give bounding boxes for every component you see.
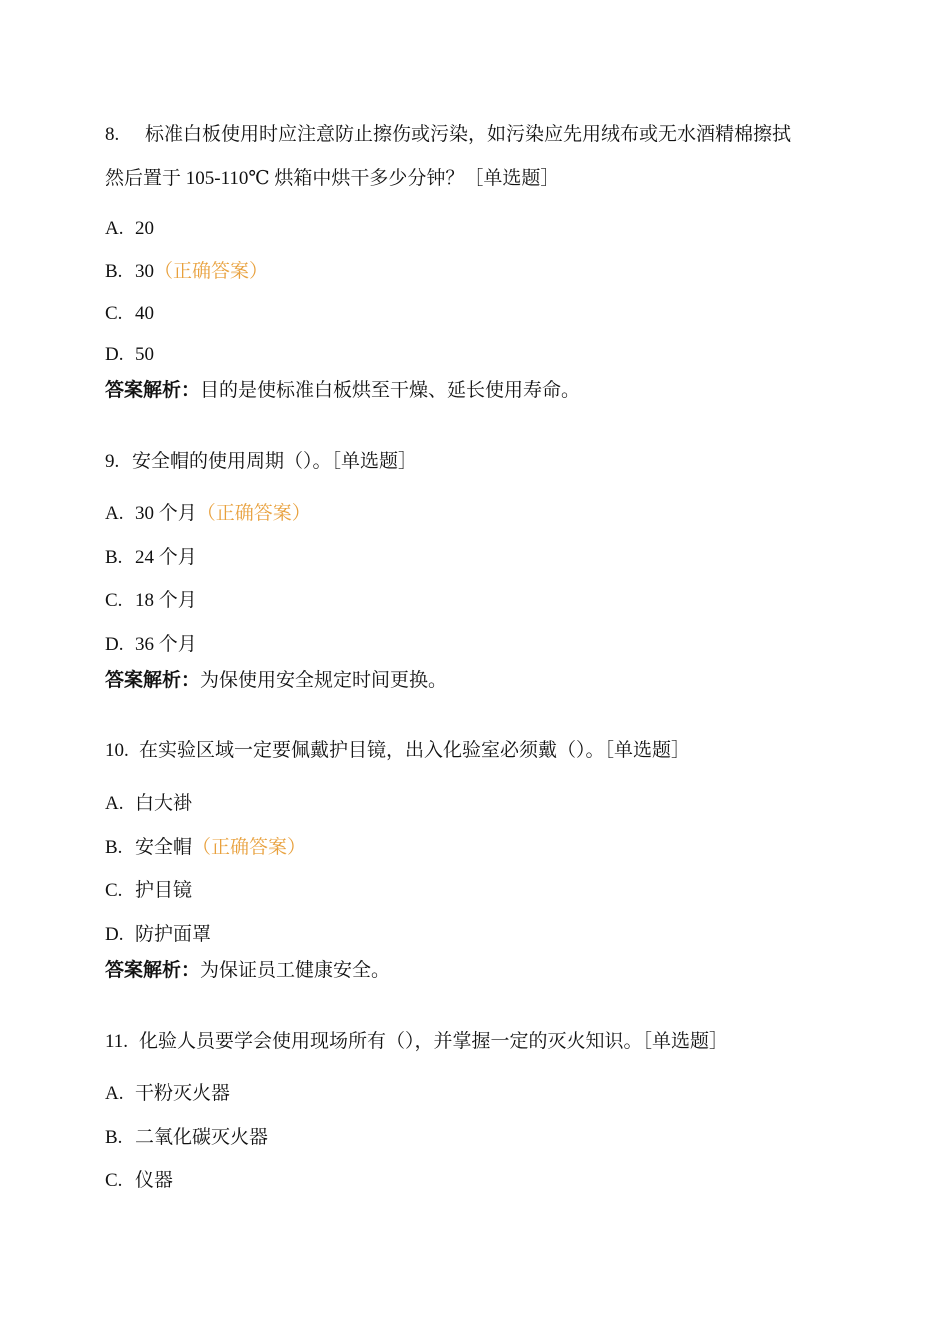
explanation-label: 答案解析： <box>105 380 201 401</box>
option-c <box>105 1168 173 1194</box>
question-text: 化验人员要学会使用现场所有（），并掌握一定的灭火知识。［单选题］ <box>139 1031 729 1052</box>
option-a <box>105 501 311 527</box>
option-d <box>105 632 197 658</box>
option-text: 24 个月 <box>135 547 197 568</box>
option-letter: A. <box>105 218 124 239</box>
answer-explanation <box>105 378 580 404</box>
option-b <box>105 259 268 285</box>
explanation-label: 答案解析： <box>105 960 201 981</box>
option-c <box>105 878 192 904</box>
question-9-text <box>105 449 417 475</box>
option-text: 白大褂 <box>135 793 193 814</box>
correct-answer-mark: （正确答案） <box>192 837 307 858</box>
option-text: 仪器 <box>135 1170 174 1191</box>
explanation-label: 答案解析： <box>105 670 201 691</box>
question-text: 然后置于 105-110℃ 烘箱中烘干多少分钟？［单选题］ <box>105 168 560 189</box>
option-text: 护目镜 <box>135 880 193 901</box>
question-text: 在实验区域一定要佩戴护目镜，出入化验室必须戴（）。［单选题］ <box>139 740 691 761</box>
option-text: 干粉灭火器 <box>135 1083 231 1104</box>
option-letter: D. <box>105 344 124 365</box>
question-number: 9. <box>105 451 120 472</box>
option-letter: C. <box>105 1170 123 1191</box>
option-text: 30 <box>135 261 154 282</box>
option-letter: D. <box>105 634 124 655</box>
option-c <box>105 588 197 614</box>
option-c <box>105 301 154 327</box>
explanation-text: 为保使用安全规定时间更换。 <box>200 670 448 691</box>
option-text: 18 个月 <box>135 590 197 611</box>
option-d <box>105 922 211 948</box>
question-8-text-line1 <box>105 122 791 148</box>
answer-explanation <box>105 958 390 984</box>
option-letter: C. <box>105 880 123 901</box>
option-letter: B. <box>105 837 123 858</box>
option-b <box>105 835 306 861</box>
option-letter: C. <box>105 590 123 611</box>
option-text: 36 个月 <box>135 634 197 655</box>
explanation-text: 为保证员工健康安全。 <box>200 960 391 981</box>
option-letter: D. <box>105 924 124 945</box>
option-a <box>105 1081 230 1107</box>
option-letter: B. <box>105 1127 123 1148</box>
question-text: 标准白板使用时应注意防止擦伤或污染，如污染应先用绒布或无水酒精棉擦拭 <box>145 124 792 145</box>
question-number: 11. <box>105 1031 129 1052</box>
option-letter: B. <box>105 547 123 568</box>
option-a <box>105 791 192 817</box>
answer-explanation <box>105 668 447 694</box>
question-text: 安全帽的使用周期（）。［单选题］ <box>132 451 418 472</box>
option-letter: A. <box>105 503 124 524</box>
option-letter: A. <box>105 1083 124 1104</box>
question-11-text <box>105 1029 728 1055</box>
option-d <box>105 342 154 368</box>
option-text: 防护面罩 <box>135 924 212 945</box>
option-text: 40 <box>135 303 154 324</box>
option-letter: B. <box>105 261 123 282</box>
option-letter: A. <box>105 793 124 814</box>
option-text: 50 <box>135 344 154 365</box>
question-10-text <box>105 738 690 764</box>
option-text: 30 个月 <box>135 503 197 524</box>
question-number: 8. <box>105 124 120 145</box>
question-number: 10. <box>105 740 129 761</box>
option-text: 安全帽 <box>135 837 193 858</box>
option-text: 20 <box>135 218 154 239</box>
correct-answer-mark: （正确答案） <box>196 503 311 524</box>
correct-answer-mark: （正确答案） <box>154 261 269 282</box>
option-letter: C. <box>105 303 123 324</box>
option-text: 二氧化碳灭火器 <box>135 1127 269 1148</box>
option-b <box>105 545 197 571</box>
question-8-text-line2 <box>105 166 559 192</box>
explanation-text: 目的是使标准白板烘至干燥、延长使用寿命。 <box>200 380 581 401</box>
option-a <box>105 216 154 242</box>
option-b <box>105 1125 268 1151</box>
